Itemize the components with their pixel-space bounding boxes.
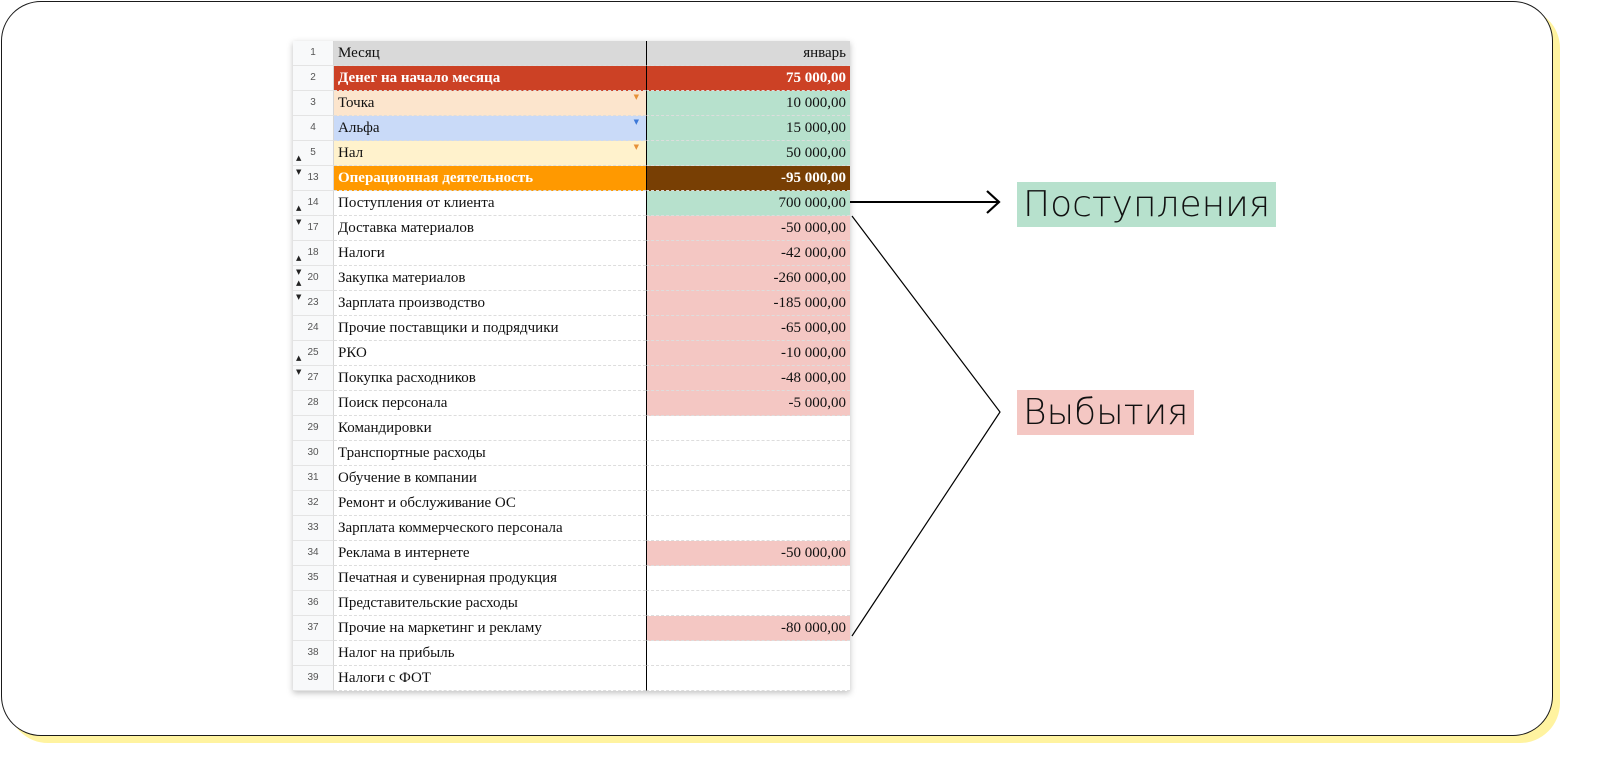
cell-label-text: Месяц [338,45,380,61]
cell-value[interactable]: -80 000,00 [646,616,850,641]
group-collapse-icon[interactable]: ▲ [296,279,302,287]
dropdown-chevron-icon[interactable]: ▼ [633,93,639,101]
cell-label-text: Точка [338,95,375,111]
dropdown-chevron-icon[interactable]: ▼ [633,118,639,126]
cell-label-text: Налог на прибыль [338,645,455,661]
cell-label-text: Обучение в компании [338,470,477,486]
cell-value[interactable]: 700 000,00 [646,191,850,216]
cell-value[interactable]: 50 000,00 [646,141,850,166]
group-collapse-icon[interactable]: ▲ [296,354,302,362]
row-number[interactable]: 30 [293,441,334,466]
cell-label-text: Реклама в интернете [338,545,470,561]
callout-outflow-label: Выбытия [1017,390,1194,435]
cell-value[interactable]: 75 000,00 [646,66,850,91]
cell-label-text: Прочие на маркетинг и рекламу [338,620,542,636]
row-number[interactable]: 27 [293,366,334,391]
group-expand-icon[interactable]: ▼ [296,293,302,301]
cell-value[interactable]: -260 000,00 [646,266,850,291]
cell-label-text: Прочие поставщики и подрядчики [338,320,559,336]
row-number[interactable]: 5 [293,141,334,166]
cell-label-text: Налоги [338,245,385,261]
group-collapse-icon[interactable]: ▲ [296,204,302,212]
group-collapse-icon[interactable]: ▲ [296,254,302,262]
group-expand-icon[interactable]: ▼ [296,168,302,176]
cell-label-text: Закупка материалов [338,270,466,286]
row-number[interactable]: 38 [293,641,334,666]
cell-value[interactable]: 10 000,00 [646,91,850,116]
row-number[interactable]: 29 [293,416,334,441]
cell-label-text: Альфа [338,120,380,136]
cell-label-text: Покупка расходников [338,370,476,386]
cell-label-text: Ремонт и обслуживание ОС [338,495,516,511]
cell-value[interactable]: -185 000,00 [646,291,850,316]
row-number[interactable]: 36 [293,591,334,616]
cell-label-text: Операционная деятельность [338,170,534,186]
row-number[interactable]: 24 [293,316,334,341]
row-number[interactable]: 14 [293,191,334,216]
row-number[interactable]: 1 [293,41,334,66]
cell-label-text: Денег на начало месяца [338,70,501,86]
cell-value[interactable]: -5 000,00 [646,391,850,416]
group-expand-icon[interactable]: ▼ [296,368,302,376]
row-number[interactable]: 17 [293,216,334,241]
outflow-bracket-line [852,216,1000,636]
cell-label-text: Поступления от клиента [338,195,495,211]
cell-label-text: Транспортные расходы [338,445,486,461]
cell-label-text: Печатная и сувенирная продукция [338,570,558,586]
row-number[interactable]: 37 [293,616,334,641]
cell-value[interactable]: -50 000,00 [646,216,850,241]
row-number[interactable]: 3 [293,91,334,116]
cell-value[interactable]: -95 000,00 [646,166,850,191]
group-collapse-icon[interactable]: ▲ [296,154,302,162]
cell-value[interactable]: -48 000,00 [646,366,850,391]
cell-value[interactable]: январь [646,41,850,66]
cell-value[interactable]: -65 000,00 [646,316,850,341]
row-number[interactable]: 23 [293,291,334,316]
row-number[interactable]: 20 [293,266,334,291]
cell-label-text: Поиск персонала [338,395,448,411]
cell-label-text: РКО [338,345,367,361]
cell-value[interactable]: -50 000,00 [646,541,850,566]
row-number[interactable]: 13 [293,166,334,191]
row-number[interactable]: 33 [293,516,334,541]
cell-label-text: Командировки [338,420,432,436]
row-number[interactable]: 32 [293,491,334,516]
cell-value[interactable]: -10 000,00 [646,341,850,366]
cell-label-text: Зарплата коммерческого персонала [338,520,563,536]
callout-income-label: Поступления [1017,182,1276,227]
cell-value[interactable]: 15 000,00 [646,116,850,141]
group-expand-icon[interactable]: ▼ [296,218,302,226]
row-number[interactable]: 34 [293,541,334,566]
cell-label-text: Нал [338,145,364,161]
row-number[interactable]: 4 [293,116,334,141]
row-number[interactable]: 2 [293,66,334,91]
group-expand-icon[interactable]: ▼ [296,268,302,276]
cell-label-text: Налоги с ФОТ [338,670,431,686]
row-number[interactable]: 18 [293,241,334,266]
cell-label-text: Представительские расходы [338,595,518,611]
cell-label-text: Доставка материалов [338,220,474,236]
dropdown-chevron-icon[interactable]: ▼ [633,143,639,151]
row-number[interactable]: 25 [293,341,334,366]
row-number[interactable]: 28 [293,391,334,416]
row-number[interactable]: 31 [293,466,334,491]
cell-value[interactable]: -42 000,00 [646,241,850,266]
row-number[interactable]: 39 [293,666,334,691]
cell-label-text: Зарплата производство [338,295,485,311]
row-number[interactable]: 35 [293,566,334,591]
